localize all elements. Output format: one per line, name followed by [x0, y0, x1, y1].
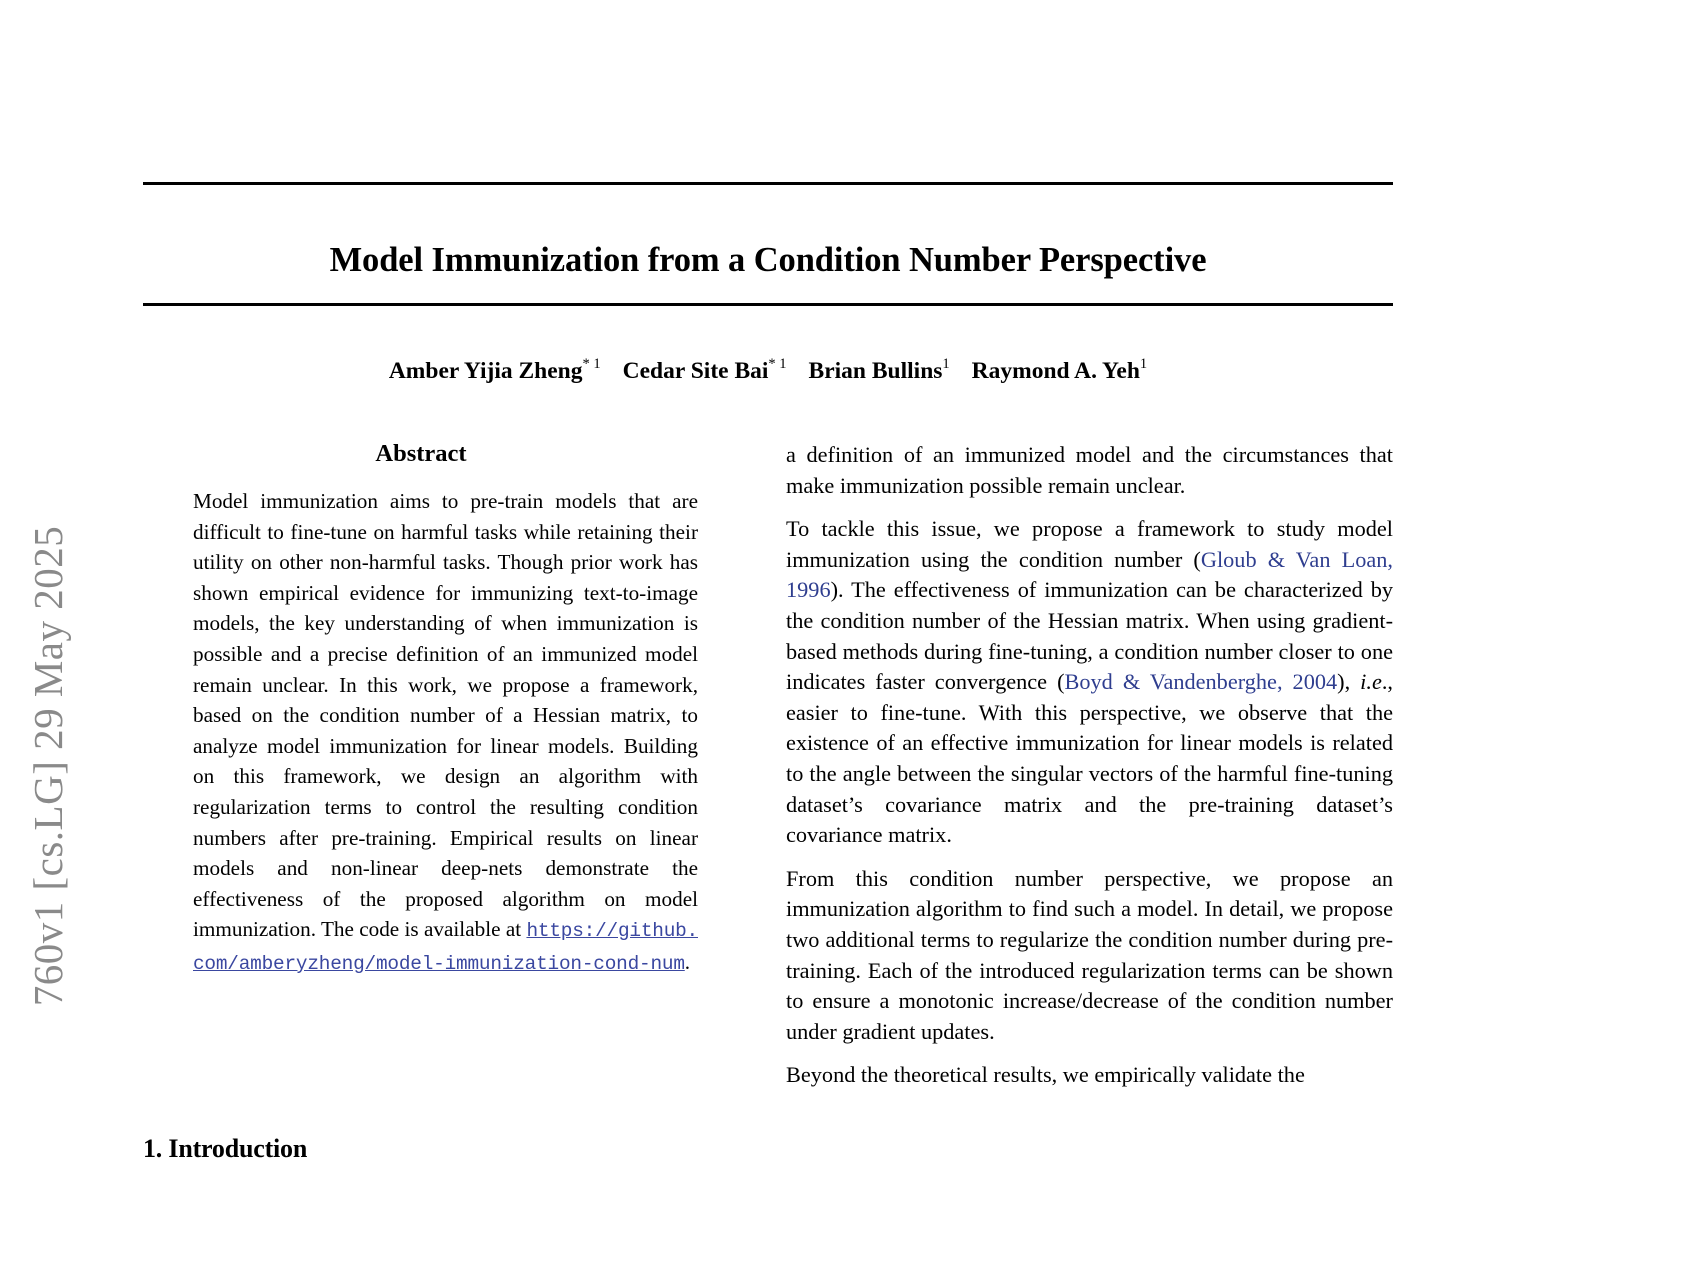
paragraph	[786, 440, 1393, 501]
author-entry	[389, 358, 601, 384]
author-list	[143, 358, 1393, 385]
emphasis-text: i.e	[1360, 669, 1382, 695]
abstract-trailing-period: .	[684, 949, 691, 974]
author-name: Raymond A. Yeh	[971, 358, 1140, 384]
author-affiliation-marks: 1	[1139, 356, 1148, 373]
paragraph-text: a definition of an immunized model and the circumstances that make immunization possible remain unclear.	[786, 442, 1393, 498]
paragraph-text: ). The effectiveness of immunization can be characterized by the condition number of the Hessian matrix. When using gradient-based methods during fine-tuning, a condition number closer to one indicates faster convergence (	[786, 577, 1393, 695]
paragraph	[786, 514, 1393, 851]
author-name: Cedar Site Bai	[622, 358, 769, 384]
abstract-heading: Abstract	[375, 440, 467, 467]
right-column	[786, 440, 1393, 1104]
author-name: Amber Yijia Zheng	[388, 358, 583, 384]
abstract-text	[193, 486, 698, 980]
page-title: Model Immunization from a Condition Number Perspective	[329, 241, 1207, 280]
author-affiliation-marks: * 1	[768, 356, 787, 373]
paragraph	[786, 1060, 1393, 1091]
paragraph-text: Beyond the theoretical results, we empirically validate the	[786, 1062, 1305, 1088]
paragraph-text: ., easier to fine-tune. With this perspective, we observe that the existence of an effective immunization for linear models is related to the angle between the singular vectors of the harmful fine-tuning dataset’s covariance matrix and the pre-training dataset’s covariance matrix.	[786, 669, 1393, 848]
author-entry	[972, 358, 1147, 384]
paragraph	[786, 864, 1393, 1048]
citation-link[interactable]: Gloub & Van Loan, 1996	[786, 546, 1393, 603]
paragraph-text: ),	[1337, 669, 1361, 695]
left-column	[143, 440, 699, 980]
author-entry	[623, 358, 787, 384]
author-name: Brian Bullins	[808, 358, 943, 384]
arxiv-stamp: 760v1 [cs.LG] 29 May 2025	[25, 525, 71, 1007]
title-rule-top	[143, 182, 1393, 185]
author-affiliation-marks: 1	[942, 356, 950, 373]
author-affiliation-marks: * 1	[582, 356, 601, 373]
author-entry	[809, 358, 950, 384]
title-rule-bottom	[143, 303, 1393, 306]
paper-page	[143, 0, 1393, 1275]
citation-link[interactable]: Boyd & Vandenberghe, 2004	[1064, 669, 1338, 695]
abstract-body-text: Model immunization aims to pre-train models that are difficult to fine-tune on harmful tasks while retaining their utility on other non-harmful tasks. Though prior work has shown empirical evidence for immunizing text-to-image models, the key understanding of when immunization is possible and a precise definition of an immunized model remain unclear. In this work, we propose a framework, based on the condition number of a Hessian matrix, to analyze model immunization for linear models. Building on this framework, we design an algorithm with regularization terms to control the resulting condition numbers after pre-training. Empirical results on linear models and non-linear deep-nets demonstrate the effectiveness of the proposed algorithm on model immunization. The code is available at	[193, 489, 698, 942]
section-heading-introduction: 1. Introduction	[143, 1134, 308, 1163]
paragraph-text: To tackle this issue, we propose a framework to study model immunization using the condition number (	[786, 516, 1393, 572]
paragraph-text: From this condition number perspective, we propose an immunization algorithm to find such a model. In detail, we propose two additional terms to regularize the condition number during pre-training. Each of the introduced regularization terms can be shown to ensure a monotonic increase/decrease of the condition number under gradient updates.	[786, 865, 1393, 1044]
code-repository-link[interactable]: https://github.com/amberyzheng/model-immunization-cond-num	[193, 920, 698, 975]
